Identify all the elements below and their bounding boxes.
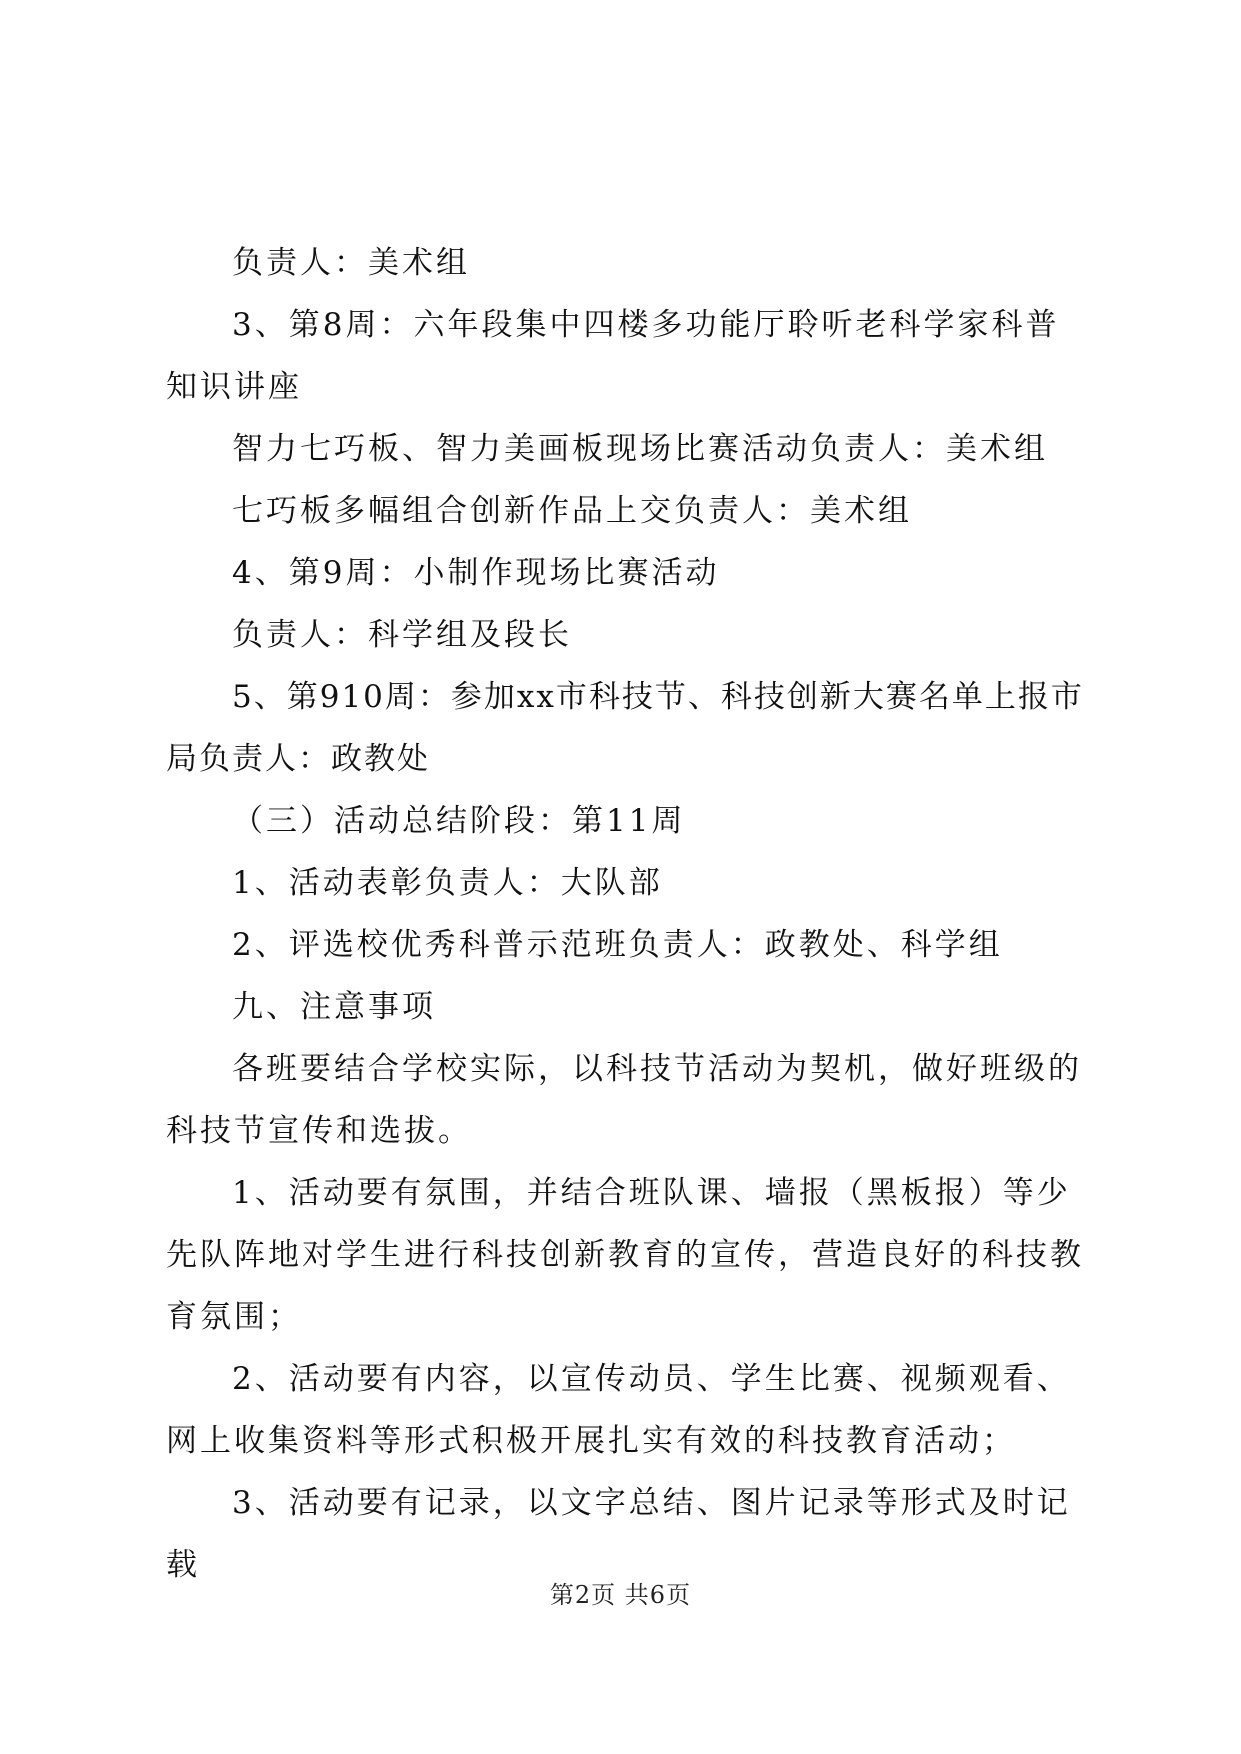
paragraph-tangram-contest: 智力七巧板、智力美画板现场比赛活动负责人：美术组 [232, 431, 1048, 467]
page-number-footer: 第2页 共6页 [549, 1581, 692, 1609]
paragraph-note-content: 2、活动要有内容，以宣传动员、学生比赛、视频观看、网上收集资料等形式积极开展扎实有效的科技教育活动； [166, 1361, 1071, 1459]
paragraph-note-atmosphere: 1、活动要有氛围，并结合班队课、墙报（黑板报）等少先队阵地对学生进行科技创新教育的宣传，营造良好的科技教育氛围； [166, 1175, 1084, 1335]
paragraph-model-class: 2、评选校优秀科普示范班负责人：政教处、科学组 [232, 927, 1003, 963]
paragraph-responsible-science: 负责人：科学组及段长 [232, 617, 572, 653]
paragraph-commendation: 1、活动表彰负责人：大队部 [232, 865, 663, 901]
paragraph-note-records: 3、活动要有记录，以文字总结、图片记录等形式及时记载 [166, 1485, 1071, 1583]
paragraph-week9-contest: 4、第9周：小制作现场比赛活动 [232, 555, 720, 591]
paragraph-class-requirements: 各班要结合学校实际，以科技节活动为契机，做好班级的科技节宣传和选拔。 [166, 1051, 1082, 1149]
paragraph-responsible-art: 负责人：美术组 [232, 245, 470, 281]
paragraph-summary-stage: （三）活动总结阶段：第11周 [232, 803, 686, 839]
document-body [166, 232, 1086, 1596]
paragraph-week8-lecture: 3、第8周：六年段集中四楼多功能厅聆听老科学家科普知识讲座 [166, 307, 1060, 405]
paragraph-tangram-works: 七巧板多幅组合创新作品上交负责人：美术组 [232, 493, 912, 529]
section-heading-notes: 九、注意事项 [232, 989, 436, 1025]
paragraph-week910-report: 5、第910周：参加xx市科技节、科技创新大赛名单上报市局负责人：政教处 [166, 679, 1084, 777]
